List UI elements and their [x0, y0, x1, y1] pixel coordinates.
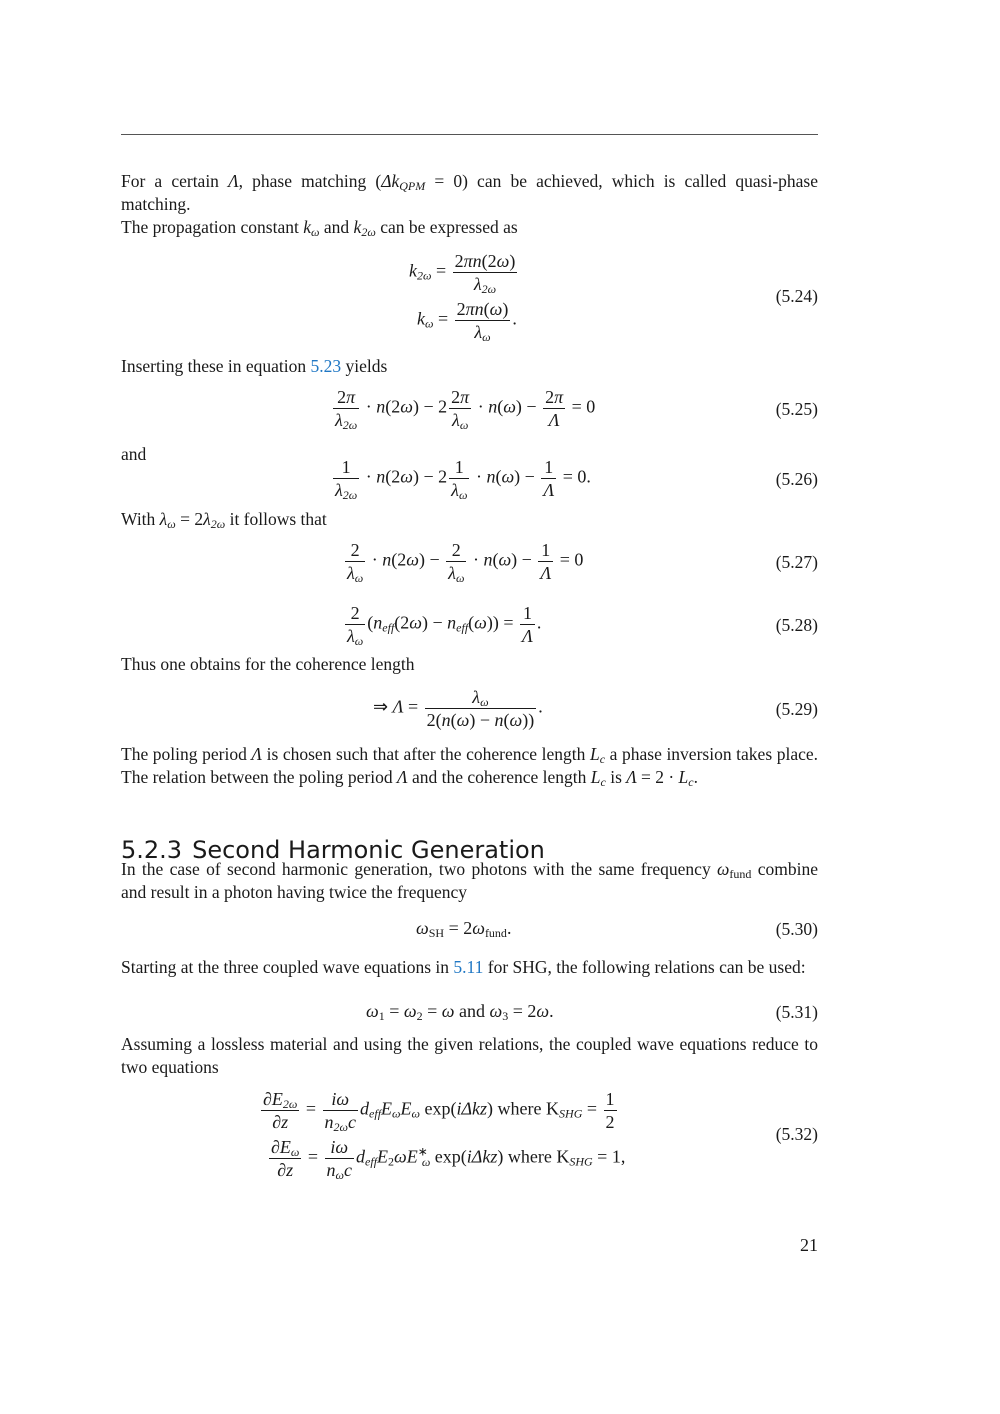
equation-number: (5.30)	[775, 919, 818, 939]
equation-5-27: $\frac{2}{\lambda_\omega}$ · n(2ω) − $\frac{2}{\lambda_\omega}$ · n(ω) − $\frac{1}{\Lambda}$ = 0 (5.27)	[347, 540, 818, 585]
equation-link-5-11[interactable]: 5.11	[453, 957, 484, 977]
text: In the case of second harmonic generation, two photons with the same frequency	[121, 859, 711, 879]
equation-5-24: $k_{2\omega}$ = $\frac{2\pi n(2\omega)}{\lambda_{2\omega}}$ $k_\omega$ = $\frac{2\pi n(\omega)}{\lambda_\omega}$ . (5.24)	[409, 251, 818, 344]
equation-word-where: where	[497, 1098, 542, 1119]
equation-number: (5.25)	[775, 399, 818, 419]
equation-number: (5.24)	[775, 286, 818, 306]
equation-word-where: where	[507, 1146, 552, 1167]
paragraph-lossless	[121, 1033, 818, 1079]
paragraph-quasi-phase-matching: For a certain Λ, phase matching $(\Delta k_{QPM} = 0)$ can be achieved, which is called quasi-phase matching.	[121, 171, 818, 214]
text: yields	[345, 356, 388, 376]
section-title: Second Harmonic Generation	[192, 835, 545, 864]
equation-number: (5.29)	[775, 699, 818, 719]
paragraph-coherence-length	[121, 653, 818, 676]
paragraph-with: With $\lambda_\omega = 2\lambda_{2\omega}$ it follows that	[121, 509, 327, 531]
text: Inserting these in equation	[121, 356, 307, 376]
text: , phase matching (	[238, 171, 382, 191]
text: and	[323, 217, 350, 237]
page-number: 21	[800, 1235, 818, 1255]
equation-number: (5.32)	[775, 1124, 818, 1144]
paragraph-coupled-wave	[121, 956, 818, 979]
text: combine and result in a photon having twice the frequency	[121, 859, 819, 902]
text: Thus one obtains for the coherence length	[121, 654, 415, 674]
text: for SHG, the following relations can be used:	[487, 957, 806, 977]
text: can be expressed as	[380, 217, 518, 237]
equation-5-25: $\frac{2\pi}{\lambda_{2\omega}}$ · n(2ω) − 2 $\frac{2\pi}{\lambda_\omega}$ · n(ω) − $\frac{2\pi}{\Lambda}$ = 0 (5.25)	[335, 387, 818, 432]
equation-word-and: and	[458, 1001, 485, 1021]
text: ) can be achieved, which is called quasi-phase matching.	[121, 171, 818, 214]
text: and	[121, 444, 147, 464]
text: The poling period	[121, 744, 247, 764]
text: Assuming a lossless material and using the given relations, the coupled wave equations reduce to two equations	[121, 1034, 818, 1077]
text: and the coherence length	[411, 767, 587, 787]
text: With	[121, 509, 156, 529]
text: For a certain	[121, 171, 219, 191]
paragraph-shg-intro: In the case of second harmonic generation, two photons with the same frequency $\omega_{fund}$ combine and result in a photon having twice the frequency	[121, 859, 819, 902]
paragraph-inserting	[121, 355, 818, 378]
text: a phase inversion takes place. The relation between the poling period	[121, 744, 819, 787]
text: The propagation constant	[121, 217, 299, 237]
text: is	[610, 767, 622, 787]
equation-5-29: ⇒ Λ = $\frac{\lambda_\omega}{2(n(\omega) - n(\omega))}$ . (5.29)	[373, 687, 818, 730]
equation-5-30: $\omega_{SH} = 2\omega_{fund}$. (5.30)	[416, 918, 818, 940]
paragraph-poling-period: The poling period Λ is chosen such that after the coherence length $L_c$ a phase inversion takes place. The relation between the poling period Λ and the coherence length $L_c$ is $\Lambda = 2 \cdot L_c$.	[121, 744, 819, 789]
equation-link-5-23[interactable]: 5.23	[310, 356, 342, 376]
header-rule	[121, 134, 818, 135]
equation-number: (5.31)	[775, 1002, 818, 1022]
equation-5-32: $\frac{\partial E_{2\omega}}{\partial z}$ = $\frac{i\omega}{n_{2\omega}c}$ $d_{eff}E_\omega E_\omega$ exp(iΔkz) where $K_{SHG}$ = $\frac{1}{2}$ $\frac{\partial E_\omega}{\partial z}$ = $\frac{i\omega}{n_\omega c}$ $d_{eff}E_2\omega E^∗_\omega$ exp(iΔkz) where $K_{SHG} = 1$, (5.32)	[263, 1089, 818, 1182]
equation-5-31: $\omega_1 = \omega_2 = \omega$ and $\omega_3 = 2\omega$. (5.31)	[366, 1001, 818, 1023]
equation-number: (5.27)	[775, 552, 818, 572]
equation-number: (5.28)	[775, 615, 818, 635]
paragraph-propagation-constant: The propagation constant $k_\omega$ and $k_{2\omega}$ can be expressed as	[121, 217, 518, 239]
text: Starting at the three coupled wave equations in	[121, 957, 450, 977]
text: is chosen such that after the coherence length	[266, 744, 586, 764]
equation-number: (5.26)	[775, 469, 818, 489]
text: it follows that	[229, 509, 327, 529]
equation-5-26: $\frac{1}{\lambda_{2\omega}}$ · n(2ω) − 2 $\frac{1}{\lambda_\omega}$ · n(ω) − $\frac{1}{\Lambda}$ = 0. (5.26)	[335, 457, 818, 502]
section-number: 5.2.3	[121, 835, 183, 864]
equation-5-28: $\frac{2}{\lambda_\omega}$ $(n_{eff}(2\omega) - n_{eff}(\omega))$ = $\frac{1}{\Lambda}$ . (5.28)	[347, 603, 818, 648]
